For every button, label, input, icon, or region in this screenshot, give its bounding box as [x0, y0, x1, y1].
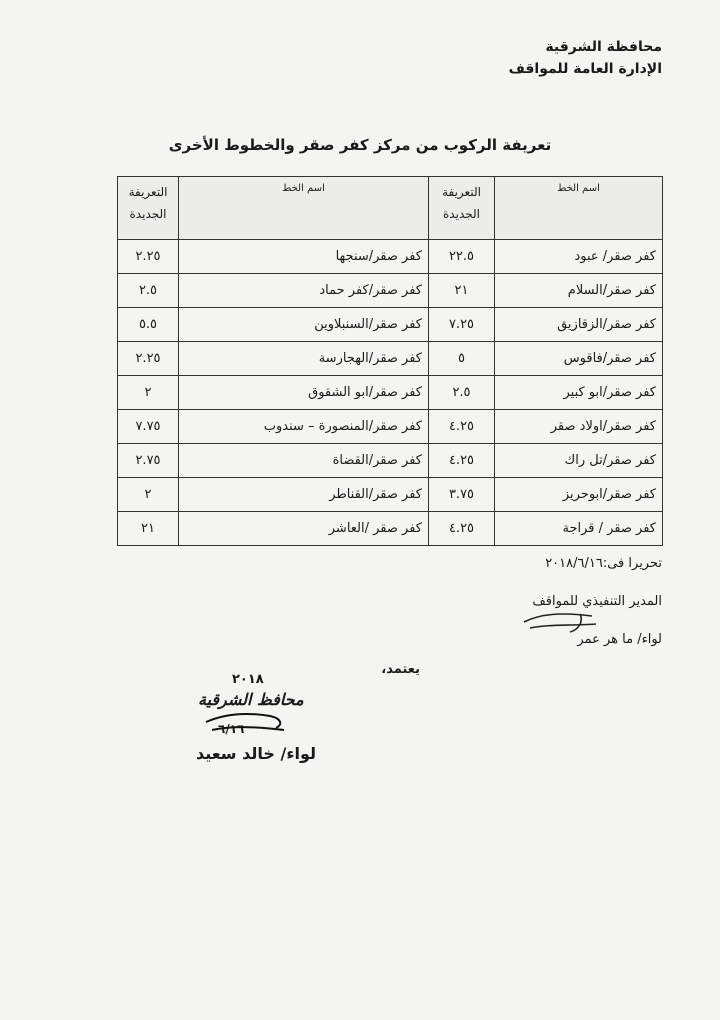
header-route-name-right: اسم الخط	[495, 177, 663, 240]
table-row	[118, 478, 663, 512]
fare-value: ٣.٧٥	[429, 478, 495, 512]
table-header-row	[118, 177, 663, 240]
route-name: كفر صقر/تل راك	[495, 444, 663, 478]
table-row	[118, 274, 663, 308]
route-name: كفر صقر/كفر حماد	[179, 274, 429, 308]
fare-value: ٢٢.٥	[429, 240, 495, 274]
route-name: كفر صقر/اولاد صقر	[495, 410, 663, 444]
header-new-fare-right: التعريفة الجديدة	[429, 177, 495, 240]
governor-signature-icon	[200, 708, 290, 748]
handwritten-date: ٦/١٦	[218, 722, 245, 736]
route-name: كفر صقر/الهجارسة	[179, 342, 429, 376]
fare-value: ٢.٧٥	[118, 444, 179, 478]
fare-value: ٢١	[429, 274, 495, 308]
approval-label: يعتمد،	[381, 662, 420, 677]
table-row	[118, 308, 663, 342]
route-name: كفر صقر/ عبود	[495, 240, 663, 274]
fare-value: ٧.٧٥	[118, 410, 179, 444]
table-row	[118, 444, 663, 478]
fare-value: ٢.٥	[429, 376, 495, 410]
governor-title: محافظ الشرقية	[198, 690, 304, 709]
route-name: كفر صقر/ابو الشقوق	[179, 376, 429, 410]
route-name: كفر صقر/الزقازيق	[495, 308, 663, 342]
route-name: كفر صقر/ابوحريز	[495, 478, 663, 512]
route-name: كفر صقر/المنصورة – سندوب	[179, 410, 429, 444]
header-new-fare-left: التعريفة الجديدة	[118, 177, 179, 240]
department-name: الإدارة العامة للمواقف	[508, 61, 662, 77]
handwritten-year: ٢٠١٨	[232, 672, 264, 687]
issue-date: تحريرا فى:٢٠١٨/٦/١٦	[545, 556, 662, 571]
fare-value: ٢.٢٥	[118, 240, 179, 274]
fare-value: ٥.٥	[118, 308, 179, 342]
table-row	[118, 512, 663, 546]
route-name: كفر صقر/القضاة	[179, 444, 429, 478]
fare-value: ٥	[429, 342, 495, 376]
fare-value: ٢	[118, 376, 179, 410]
fare-value: ٢	[118, 478, 179, 512]
fare-value: ٤.٢٥	[429, 512, 495, 546]
route-name: كفر صقر/السلام	[495, 274, 663, 308]
fare-value: ٢١	[118, 512, 179, 546]
fare-value: ٤.٢٥	[429, 444, 495, 478]
governorate-name: محافظة الشرقية	[545, 39, 662, 55]
executive-name: لواء/ ما هر عمر	[577, 632, 662, 647]
table-row	[118, 376, 663, 410]
route-name: كفر صقر/سنجها	[179, 240, 429, 274]
route-name: كفر صقر/السنبلاوين	[179, 308, 429, 342]
fare-value: ٢.٥	[118, 274, 179, 308]
header-route-name-left: اسم الخط	[179, 177, 429, 240]
executive-title: المدير التنفيذي للمواقف	[532, 594, 662, 609]
route-name: كفر صقر /العاشر	[179, 512, 429, 546]
fare-value: ٧.٢٥	[429, 308, 495, 342]
fare-table	[117, 176, 663, 546]
document-title: تعريفة الركوب من مركز كفر صقر والخطوط الأخرى	[168, 136, 552, 154]
route-name: كفر صقر/ابو كبير	[495, 376, 663, 410]
governor-name: لواء/ خالد سعيد	[196, 744, 317, 763]
table-row	[118, 240, 663, 274]
fare-value: ٢.٢٥	[118, 342, 179, 376]
route-name: كفر صقر/القناطر	[179, 478, 429, 512]
table-row	[118, 410, 663, 444]
route-name: كفر صقر/فاقوس	[495, 342, 663, 376]
route-name: كفر صقر / قراجة	[495, 512, 663, 546]
table-row	[118, 342, 663, 376]
fare-value: ٤.٢٥	[429, 410, 495, 444]
letterhead	[509, 36, 662, 80]
